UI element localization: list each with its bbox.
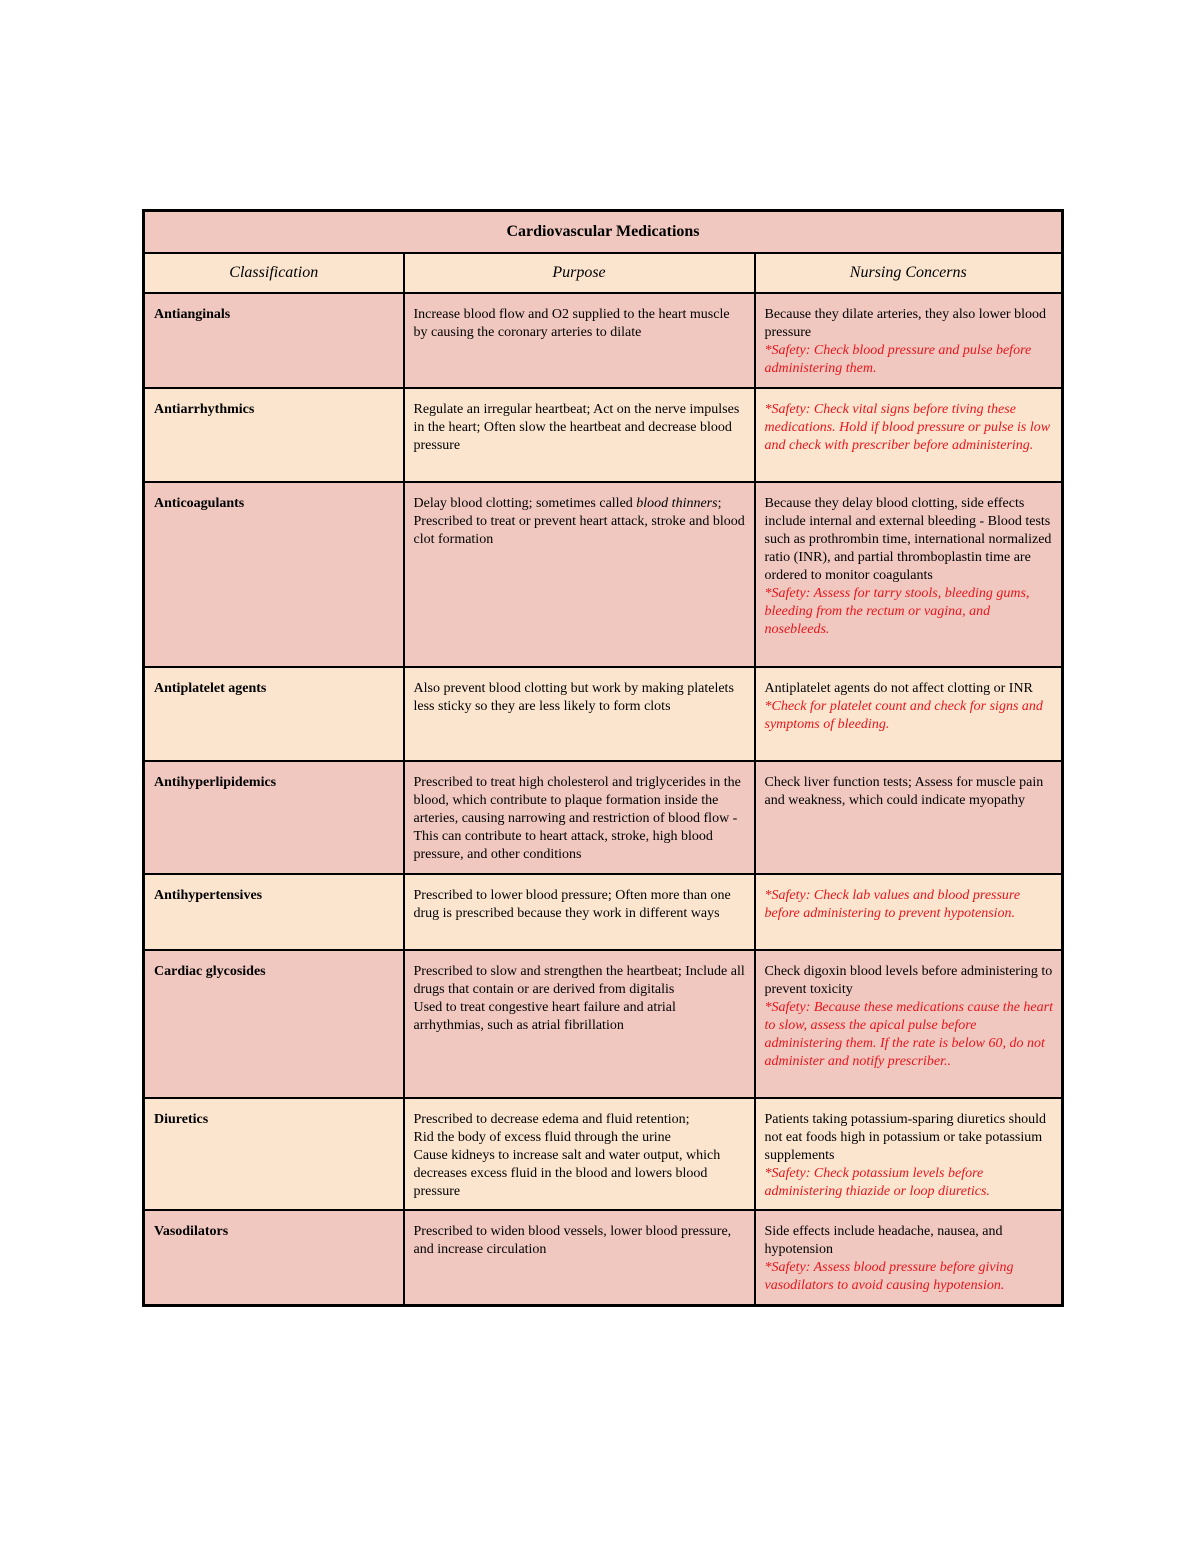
table-row <box>144 293 1063 388</box>
table-row <box>144 667 1063 761</box>
purpose-cell <box>404 293 755 388</box>
purpose-cell <box>404 482 755 667</box>
concern-text: Check liver function tests; Assess for muscle pain and weakness, which could indicate myopathy <box>764 775 1044 808</box>
purpose-text: Also prevent blood clotting but work by making platelets less sticky so they are less likely to form clots <box>413 681 734 714</box>
classification-cell <box>144 1098 404 1210</box>
nursing-concerns-cell <box>755 667 1063 761</box>
purpose-cell <box>404 761 755 874</box>
purpose-text: Increase blood flow and O2 supplied to the heart muscle by causing the coronary arteries to dilate <box>413 307 730 340</box>
table-row <box>144 950 1063 1098</box>
purpose-text: Regulate an irregular heartbeat; Act on the nerve impulses in the heart; Often slow the heartbeat and decrease blood pressure <box>413 402 740 453</box>
classification-label: Vasodilators <box>154 1224 229 1239</box>
purpose-cell <box>404 1210 755 1305</box>
classification-label: Cardiac glycosides <box>154 964 266 979</box>
purpose-cell <box>404 950 755 1098</box>
table-row <box>144 874 1063 950</box>
cardiovascular-medications-table <box>142 209 1064 1307</box>
header-row <box>144 253 1063 293</box>
classification-label: Antiplatelet agents <box>154 681 267 696</box>
nursing-concerns-cell <box>755 293 1063 388</box>
table-row <box>144 482 1063 667</box>
purpose-text: Delay blood clotting; sometimes called <box>413 496 637 511</box>
safety-note: *Safety: Assess blood pressure before giving vasodilators to avoid causing hypotension. <box>764 1260 1014 1293</box>
safety-note: *Safety: Check potassium levels before administering thiazide or loop diuretics. <box>764 1166 990 1199</box>
purpose-text: Prescribed to widen blood vessels, lower blood pressure, and increase circulation <box>413 1224 732 1257</box>
classification-label: Antianginals <box>154 307 231 322</box>
classification-label: Anticoagulants <box>154 496 245 511</box>
nursing-concerns-cell <box>755 1098 1063 1210</box>
purpose-text: Prescribed to treat high cholesterol and triglycerides in the blood, which contribute to plaque formation inside the arteries, causing narrowing and restriction of blood flow - This can contribute to heart attack, stroke, high blood pressure, and other conditions <box>413 775 741 862</box>
concern-text: Antiplatelet agents do not affect clotting or INR <box>764 681 1033 696</box>
classification-label: Antihyperlipidemics <box>154 775 277 790</box>
purpose-text: Used to treat congestive heart failure and atrial arrhythmias, such as atrial fibrillation <box>413 1000 676 1033</box>
nursing-concerns-cell <box>755 761 1063 874</box>
classification-cell <box>144 950 404 1098</box>
nursing-concerns-cell <box>755 388 1063 482</box>
table-body <box>144 293 1063 1305</box>
table-row <box>144 761 1063 874</box>
classification-cell <box>144 1210 404 1305</box>
classification-label: Diuretics <box>154 1112 209 1127</box>
table-row <box>144 1210 1063 1305</box>
classification-cell <box>144 874 404 950</box>
classification-cell <box>144 482 404 667</box>
purpose-cell <box>404 1098 755 1210</box>
safety-note: *Check for platelet count and check for signs and symptoms of bleeding. <box>764 699 1043 732</box>
medications-table-wrapper <box>142 209 1061 1307</box>
safety-note: *Safety: Check lab values and blood pressure before administering to prevent hypotension. <box>764 888 1021 921</box>
column-header-nursing-concerns: Nursing Concerns <box>755 253 1063 293</box>
purpose-text: blood thinners <box>636 496 718 511</box>
classification-cell <box>144 761 404 874</box>
concern-text: Side effects include headache, nausea, and hypotension <box>764 1224 1003 1257</box>
purpose-text: Prescribed to lower blood pressure; Often more than one drug is prescribed because they work in different ways <box>413 888 731 921</box>
purpose-text: Prescribed to decrease edema and fluid retention; <box>413 1112 690 1127</box>
table-row <box>144 388 1063 482</box>
concern-text: Because they dilate arteries, they also lower blood pressure <box>764 307 1046 340</box>
nursing-concerns-cell <box>755 950 1063 1098</box>
concern-text: Because they delay blood clotting, side effects include internal and external bleeding - Blood tests such as prothrombin time, international normalized ratio (INR), and partial thromboplastin time are ordered to monitor coagulants <box>764 496 1052 583</box>
classification-cell <box>144 388 404 482</box>
purpose-text: Cause kidneys to increase salt and water output, which decreases excess fluid in the blood and lowers blood pressure <box>413 1148 721 1199</box>
purpose-text: ; Prescribed to treat or prevent heart attack, stroke and blood clot formation <box>413 496 745 547</box>
safety-note: *Safety: Check blood pressure and pulse before administering them. <box>764 343 1032 376</box>
purpose-cell <box>404 388 755 482</box>
purpose-cell <box>404 667 755 761</box>
safety-note: *Safety: Check vital signs before tiving these medications. Hold if blood pressure or pulse is low and check with prescriber before administering. <box>764 402 1051 453</box>
concern-text: Patients taking potassium-sparing diuretics should not eat foods high in potassium or take potassium supplements <box>764 1112 1047 1163</box>
nursing-concerns-cell <box>755 482 1063 667</box>
classification-label: Antiarrhythmics <box>154 402 255 417</box>
safety-note: *Safety: Assess for tarry stools, bleeding gums, bleeding from the rectum or vagina, and nosebleeds. <box>764 586 1030 637</box>
classification-cell <box>144 293 404 388</box>
purpose-text: Prescribed to slow and strengthen the heartbeat; Include all drugs that contain or are derived from digitalis <box>413 964 745 997</box>
table-row <box>144 1098 1063 1210</box>
purpose-cell <box>404 874 755 950</box>
classification-cell <box>144 667 404 761</box>
nursing-concerns-cell <box>755 874 1063 950</box>
title-row <box>144 211 1063 254</box>
nursing-concerns-cell <box>755 1210 1063 1305</box>
purpose-text: Rid the body of excess fluid through the urine <box>413 1130 671 1145</box>
table-title: Cardiovascular Medications <box>144 211 1063 254</box>
column-header-purpose: Purpose <box>404 253 755 293</box>
column-header-classification: Classification <box>144 253 404 293</box>
classification-label: Antihypertensives <box>154 888 263 903</box>
safety-note: *Safety: Because these medications cause the heart to slow, assess the apical pulse before administering them. If the rate is below 60, do not administer and notify prescriber.. <box>764 1000 1053 1069</box>
concern-text: Check digoxin blood levels before administering to prevent toxicity <box>764 964 1053 997</box>
